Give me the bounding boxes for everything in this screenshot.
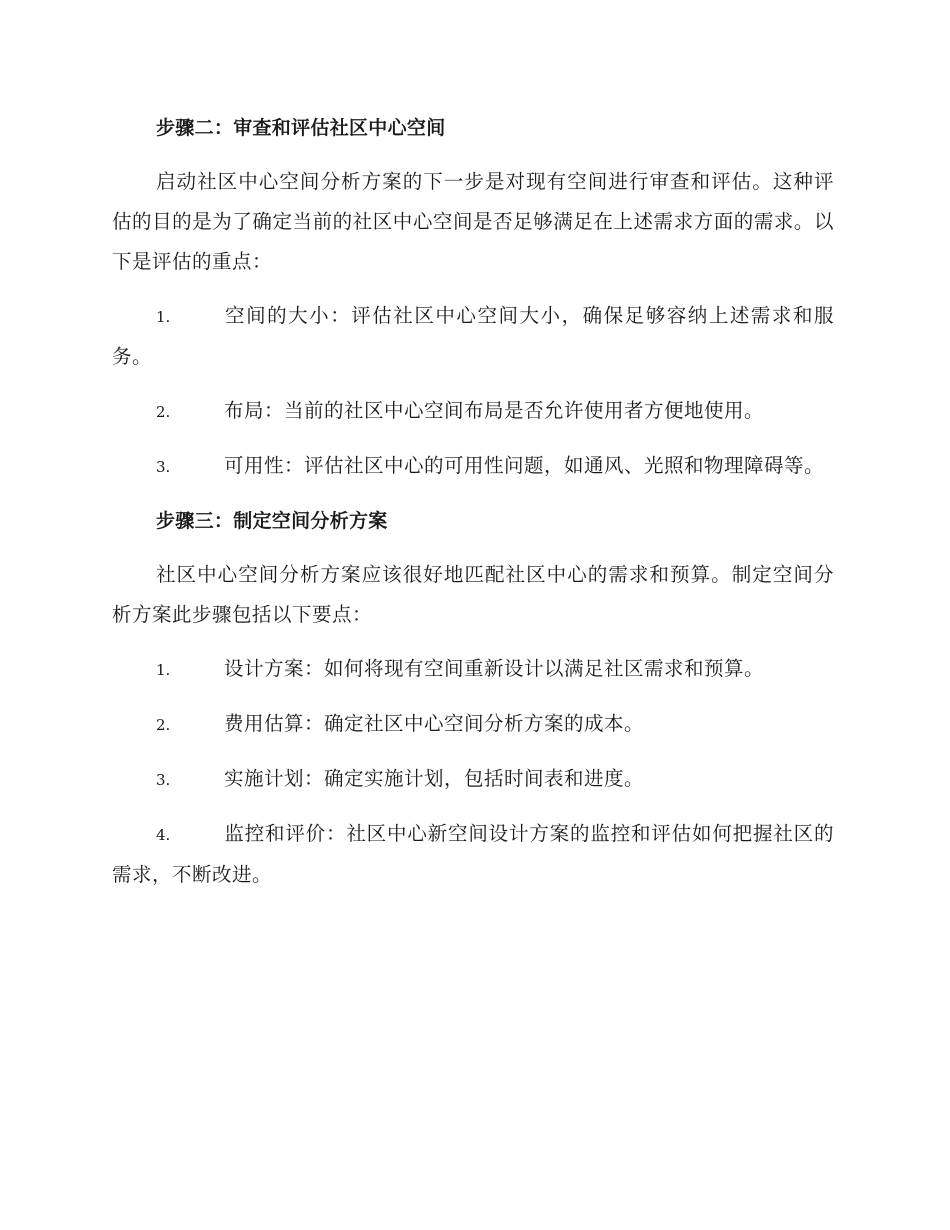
- section-intro-step-2: 启动社区中心空间分析方案的下一步是对现有空间进行审查和评估。这种评估的目的是为了确定当前的社区中心空间是否足够满足在上述需求方面的需求。以下是评估的重点：: [112, 170, 834, 273]
- list-item: [112, 814, 834, 895]
- list-item: [112, 649, 834, 690]
- list-item-text: 布局：当前的社区中心空间布局是否允许使用者方便地使用。: [224, 399, 765, 422]
- list-item-text: 可用性：评估社区中心的可用性问题，如通风、光照和物理障碍等。: [224, 454, 825, 477]
- section-intro-step-3: 社区中心空间分析方案应该很好地匹配社区中心的需求和预算。制定空间分析方案此步骤包括以下要点：: [112, 563, 834, 626]
- list-item-number: 1.: [156, 308, 171, 326]
- list-item: [112, 296, 834, 377]
- document-body: [112, 108, 834, 895]
- list-item: [112, 391, 834, 432]
- list-item-text: 监控和评价：社区中心新空间设计方案的监控和评估如何把握社区的需求，不断改进。: [112, 822, 834, 886]
- list-item-number: 3.: [156, 771, 171, 789]
- list-item-number: 2.: [156, 403, 171, 421]
- list-item: [112, 704, 834, 745]
- list-item-text: 费用估算：确定社区中心空间分析方案的成本。: [224, 712, 645, 735]
- list-item: [112, 446, 834, 487]
- list-item-number: 3.: [156, 458, 171, 476]
- section-heading-step-2: 步骤二：审查和评估社区中心空间: [156, 117, 446, 139]
- list-item-text: 设计方案：如何将现有空间重新设计以满足社区需求和预算。: [224, 657, 765, 680]
- list-item-number: 1.: [156, 661, 171, 679]
- list-item-text: 空间的大小：评估社区中心空间大小，确保足够容纳上述需求和服务。: [112, 304, 834, 368]
- list-item-text: 实施计划：确定实施计划，包括时间表和进度。: [224, 767, 645, 790]
- list-item-number: 2.: [156, 716, 171, 734]
- list-item: [112, 759, 834, 800]
- list-item-number: 4.: [156, 826, 171, 844]
- section-heading-step-3: 步骤三：制定空间分析方案: [156, 510, 388, 532]
